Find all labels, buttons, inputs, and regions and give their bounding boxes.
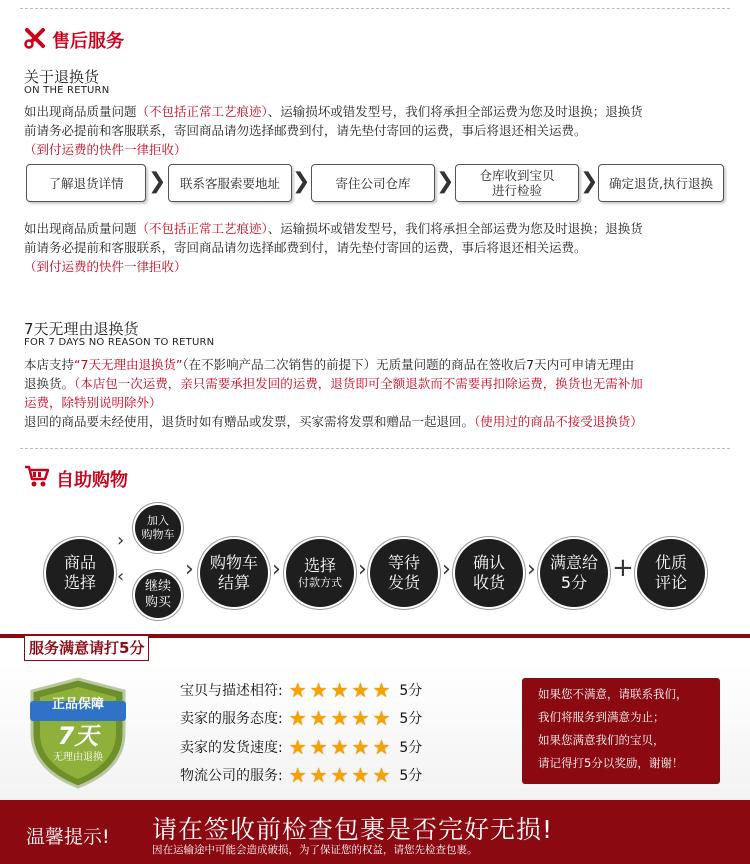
return-subheading: ON THE RETURN <box>24 85 110 96</box>
flow-continue-shopping: 继续 购买 <box>135 572 181 618</box>
tools-icon <box>24 27 46 49</box>
chevron-right-icon: › <box>272 557 281 582</box>
rating-row-shipping: 卖家的发货速度: ★★★★★ 5分 <box>180 735 423 759</box>
divider <box>20 8 730 9</box>
flow-give-five-stars: 满意给 5分 <box>540 539 608 607</box>
step-confirm-return: 确定退货,执行退换 <box>598 164 724 202</box>
flow-select-payment: 选择 付款方式 <box>286 539 354 607</box>
step-ship-warehouse: 寄住公司仓库 <box>311 164 435 202</box>
badge-top-text: 正品保障 <box>51 697 104 712</box>
rating-row-service: 卖家的服务态度: ★★★★★ 5分 <box>180 706 423 730</box>
flow-cart-checkout: 购物车 结算 <box>200 539 268 607</box>
flow-select-product: 商品 选择 <box>46 539 114 607</box>
plus-icon: + <box>612 553 634 583</box>
divider <box>20 448 730 449</box>
rating-banner: 服务满意请打5分 <box>24 636 149 661</box>
chevron-right-icon: ❯ <box>436 169 455 194</box>
seven-days-subheading: FOR 7 DAYS NO REASON TO RETURN <box>24 337 215 348</box>
chevron-right-icon: › <box>442 557 451 582</box>
step-contact-service: 联系客服索要地址 <box>168 164 292 202</box>
shopping-cart-icon <box>24 464 50 488</box>
flow-quality-review: 优质 评论 <box>637 539 705 607</box>
return-paragraph-2: 如出现商品质量问题（不包括正常工艺痕迹）、运输损坏或错发型号，我们将承担全部运费为您及时退换；退换货 前请务必提前和客服联系，寄回商品请勿选择邮费到付，请先垫付寄回的运费，事后将退还相关运费。 （到付运费的快件一律拒收） <box>24 221 643 274</box>
chevron-right-icon: › <box>527 557 536 582</box>
rating-note: 如果您不满意，请联系我们， 我们将服务到满意为止； 如果您满意我们的宝贝， 请记得打5分以奖励，谢谢！ <box>522 678 720 784</box>
rating-row-logistics: 物流公司的服务: ★★★★★ 5分 <box>180 763 423 787</box>
step-warehouse-inspect: 仓库收到宝贝 进行检验 <box>455 164 579 202</box>
step-return-details: 了解退货详情 <box>26 164 146 202</box>
chevron-right-icon: › <box>358 557 367 582</box>
return-paragraph-1: 如出现商品质量问题（不包括正常工艺痕迹）、运输损坏或错发型号，我们将承担全部运费为您及时退换；退换货 前请务必提前和客服联系，寄回商品请勿选择邮费到付，请先垫付寄回的运费，事后将退还相关运费。 （到付运费的快件一律拒收） <box>24 104 643 157</box>
rating-row-description: 宝贝与描述相符: ★★★★★ 5分 <box>180 678 423 702</box>
chevron-right-icon: ❯ <box>580 169 599 194</box>
star-rating-icon: ★★★★★ <box>288 678 394 702</box>
seven-days-heading: 7天无理由退换货 <box>24 320 139 338</box>
seven-days-paragraph: 本店支持“7天无理由退换货”（在不影响产品二次销售的前提下）无质量问题的商品在签收后7天内可申请无理由 退换货。（本店包一次运费，亲只需要承担发回的运费，退货即可全额退款而不需要再扣除运费，换货也无需补加 运费，除特别说明除外） 退回的商品要未经使用，退货时如有赠品或发票，买家需将发票和赠品一起退回。（使用过的商品不接受退换货） <box>24 357 643 429</box>
flow-wait-shipping: 等待 发货 <box>370 539 438 607</box>
chevron-right-icon: ❯ <box>292 169 311 194</box>
section-title-after-sales: 售后服务 <box>52 31 124 52</box>
section-title-self-service: 自助购物 <box>56 470 128 491</box>
badge-mid-text: 7天 <box>57 722 99 750</box>
badge-bottom-text: 无理由退换 <box>53 752 103 763</box>
star-rating-icon: ★★★★★ <box>288 735 394 759</box>
star-rating-icon: ★★★★★ <box>288 706 394 730</box>
chevron-left-icon: ‹ <box>117 566 125 587</box>
star-rating-icon: ★★★★★ <box>288 763 394 787</box>
footer-sub-text: 因在运输途中可能会造成破损，为了保证您的权益，请您先检查包裹。 <box>152 844 478 856</box>
flow-confirm-receipt: 确认 收货 <box>455 539 523 607</box>
footer-main-text: 请在签收前检查包裹是否完好无损! <box>152 815 554 844</box>
chevron-right-icon: › <box>185 557 194 582</box>
chevron-right-icon: › <box>117 530 125 551</box>
return-heading: 关于退换货 <box>24 68 100 86</box>
chevron-right-icon: ❯ <box>148 169 167 194</box>
flow-add-to-cart: 加入 购物车 <box>135 505 181 551</box>
footer-label: 温馨提示! <box>26 826 110 848</box>
